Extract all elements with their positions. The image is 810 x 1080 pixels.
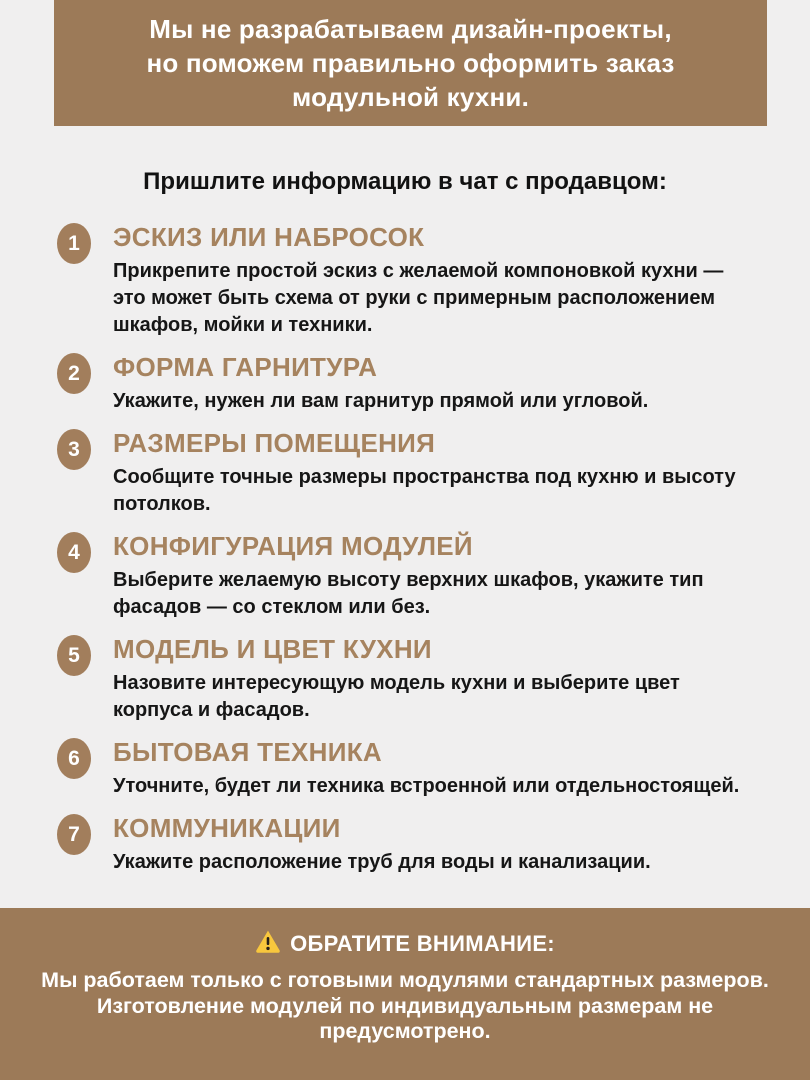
notice-title-row <box>0 929 810 959</box>
step-number-badge: 2 <box>57 353 91 394</box>
notice-banner <box>0 908 810 1080</box>
step-content <box>113 352 648 415</box>
step-content <box>113 222 723 339</box>
step-description-line: Прикрепите простой эскиз с желаемой компоновкой кухни — <box>113 260 724 282</box>
step-title: МОДЕЛЬ И ЦВЕТ КУХНИ <box>113 634 432 664</box>
header-line: модульной кухни. <box>291 82 530 112</box>
step-description-line: шкафов, мойки и техники. <box>113 314 373 336</box>
step-item-3 <box>57 428 770 518</box>
step-description-line: Сообщите точные размеры пространства под кухню и высоту <box>113 466 736 488</box>
step-list <box>57 222 770 876</box>
step-content <box>113 634 680 724</box>
step-item-2 <box>57 352 770 415</box>
step-number-badge: 1 <box>57 223 91 264</box>
warning-triangle-icon <box>255 929 281 959</box>
step-item-5 <box>57 634 770 724</box>
notice-title: ОБРАТИТЕ ВНИМАНИЕ: <box>290 931 555 956</box>
header-banner <box>54 0 767 126</box>
step-title: РАЗМЕРЫ ПОМЕЩЕНИЯ <box>113 428 436 458</box>
step-item-7 <box>57 813 770 876</box>
step-number-badge: 7 <box>57 814 91 855</box>
step-title: ФОРМА ГАРНИТУРА <box>113 352 378 382</box>
step-item-6 <box>57 737 770 800</box>
notice-text-line: Изготовление модулей по индивидуальным размерам не <box>96 993 714 1018</box>
step-description-line: Укажите расположение труб для воды и канализации. <box>113 851 651 873</box>
step-description-line: Выберите желаемую высоту верхних шкафов, укажите тип <box>113 569 704 591</box>
step-content <box>113 737 739 800</box>
step-description-line: Назовите интересующую модель кухни и выберите цвет <box>113 672 680 694</box>
header-line: Мы не разрабатываем дизайн-проекты, <box>149 14 672 44</box>
header-line: но поможем правильно оформить заказ <box>146 48 675 78</box>
step-number-badge: 5 <box>57 635 91 676</box>
intro-heading: Пришлите информацию в чат с продавцом: <box>143 168 667 195</box>
step-number-badge: 4 <box>57 532 91 573</box>
step-number-badge: 6 <box>57 738 91 779</box>
notice-text-line: предусмотрено. <box>319 1019 491 1043</box>
step-description-line: корпуса и фасадов. <box>113 699 310 721</box>
step-item-1 <box>57 222 770 339</box>
step-title: КОНФИГУРАЦИЯ МОДУЛЕЙ <box>113 531 473 561</box>
notice-text-line: Мы работаем только с готовыми модулями стандартных размеров. <box>41 968 769 992</box>
step-number-badge: 3 <box>57 429 91 470</box>
step-content <box>113 531 704 621</box>
step-content <box>113 813 651 876</box>
step-item-4 <box>57 531 770 621</box>
step-description-line: это может быть схема от руки с примерным расположением <box>113 287 715 309</box>
step-description-line: Укажите, нужен ли вам гарнитур прямой или угловой. <box>113 390 649 412</box>
step-description-line: Уточните, будет ли техника встроенной или отдельностоящей. <box>113 775 740 797</box>
step-content <box>113 428 736 518</box>
notice-text <box>0 968 810 1045</box>
step-title: ЭСКИЗ ИЛИ НАБРОСОК <box>113 222 425 252</box>
step-title: БЫТОВАЯ ТЕХНИКА <box>113 737 382 767</box>
step-description-line: потолков. <box>113 493 211 515</box>
step-title: КОММУНИКАЦИИ <box>113 813 341 843</box>
step-description-line: фасадов — со стеклом или без. <box>113 596 431 618</box>
